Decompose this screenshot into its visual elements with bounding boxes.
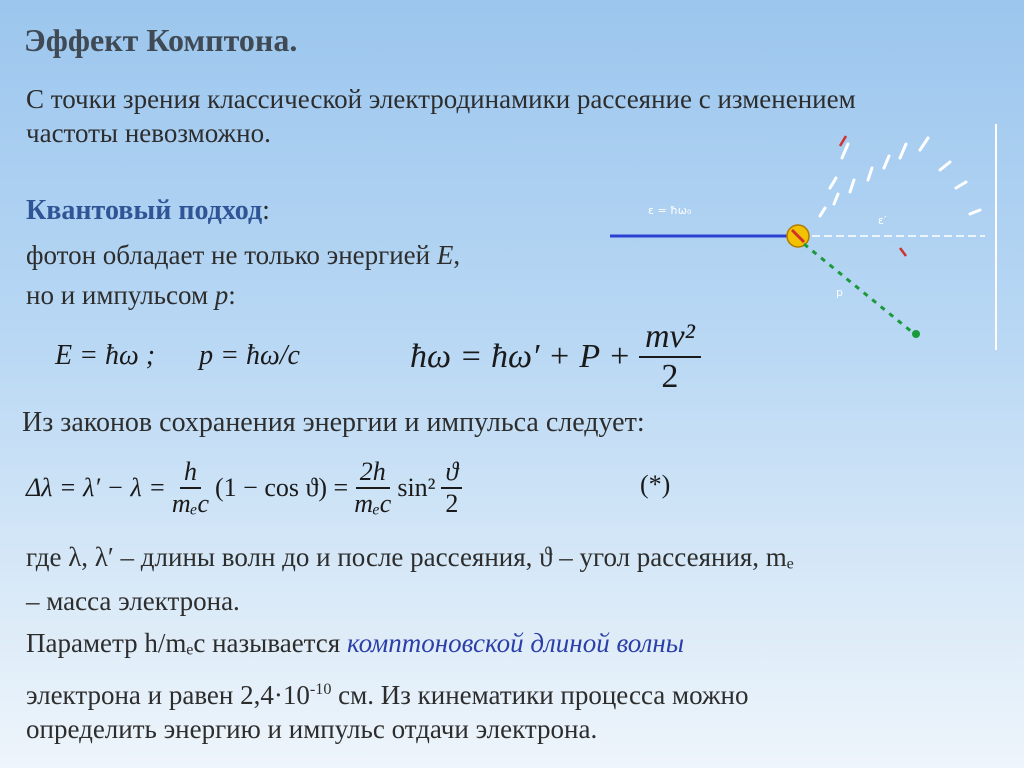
definitions-line1: где λ, λ′ – длины волн до и после рассеяния, ϑ – угол рассеяния, mₑ — [26, 542, 794, 572]
quantum-heading — [26, 194, 270, 228]
formula-sin: sin² — [397, 473, 436, 502]
quantum-line2-end: : — [228, 280, 236, 310]
compton-scattering-diagram — [600, 118, 1010, 358]
recoil-electron-icon — [912, 330, 920, 338]
momentum-symbol: p — [214, 280, 229, 310]
formula-frac1-num: h — [180, 457, 201, 489]
incident-photon-label: ε = ħω₀ — [648, 204, 692, 217]
conservation-laws-text: Из законов сохранения энергии и импульса следует: — [22, 407, 645, 438]
compton-formula — [26, 448, 726, 528]
definitions-line2: – масса электрона. — [26, 586, 240, 616]
quantum-line1-text: фотон обладает не только энергией — [26, 240, 437, 270]
elec-line1-tail: см. Из кинематики процесса можно — [331, 680, 749, 710]
quantum-line1-end: , — [453, 240, 461, 270]
eq-momentum: p = ħω/c — [199, 340, 300, 371]
photon-energy-momentum-equation — [55, 340, 300, 372]
formula-paren: (1 − cos ϑ) = — [215, 473, 349, 502]
slide-title: Эффект Комптона. — [24, 22, 298, 58]
param-text: Параметр h/mₑc называется — [26, 628, 347, 658]
compton-wavelength-term: комптоновской длиной волны — [346, 628, 685, 658]
eq-conservation-num: mv² — [639, 318, 701, 358]
recoil-electron-label: p — [836, 286, 843, 299]
quantum-line2-text: но и импульсом — [26, 280, 215, 310]
formula-lhs: Δλ = λ′ − λ = — [26, 473, 166, 502]
quantum-line-momentum — [26, 278, 236, 312]
formula-frac2-num: 2h — [356, 457, 390, 489]
formula-frac3 — [441, 457, 462, 519]
recoil-electron-track — [804, 244, 912, 332]
elec-line1-text: электрона и равен 2,4·10 — [26, 680, 310, 710]
formula-frac1 — [172, 457, 209, 519]
quantum-heading-label: Квантовый подход — [26, 195, 263, 226]
scattered-arrows — [840, 136, 906, 256]
formula-frac2-den: mₑc — [354, 489, 392, 518]
formula-frac1-den: mₑc — [171, 489, 210, 518]
electron-value-line — [26, 672, 749, 712]
intro-paragraph: С точки зрения классической электродинамики рассеяние с изменением частоты невозможно. — [26, 84, 856, 148]
quantum-line-energy — [26, 238, 460, 272]
formula-frac3-den: 2 — [445, 489, 459, 518]
scattered-photon-wavefronts — [820, 138, 980, 216]
eq-conservation-den: 2 — [661, 358, 679, 395]
elec-exponent: -10 — [309, 680, 332, 698]
compton-wavelength-sentence — [26, 626, 684, 660]
eq-conservation-lhs: ħω = ħω′ + P + — [410, 338, 631, 375]
scattered-photon-label: ε′ — [878, 214, 887, 227]
eq-energy: E = ħω ; — [55, 340, 156, 371]
formula-frac2 — [354, 457, 391, 519]
quantum-heading-colon: : — [262, 195, 270, 226]
energy-symbol: E — [436, 240, 454, 270]
formula-label: (*) — [640, 470, 671, 499]
electron-recoil-line: определить энергию и импульс отдачи электрона. — [26, 714, 598, 744]
formula-frac3-num: ϑ — [441, 457, 462, 489]
